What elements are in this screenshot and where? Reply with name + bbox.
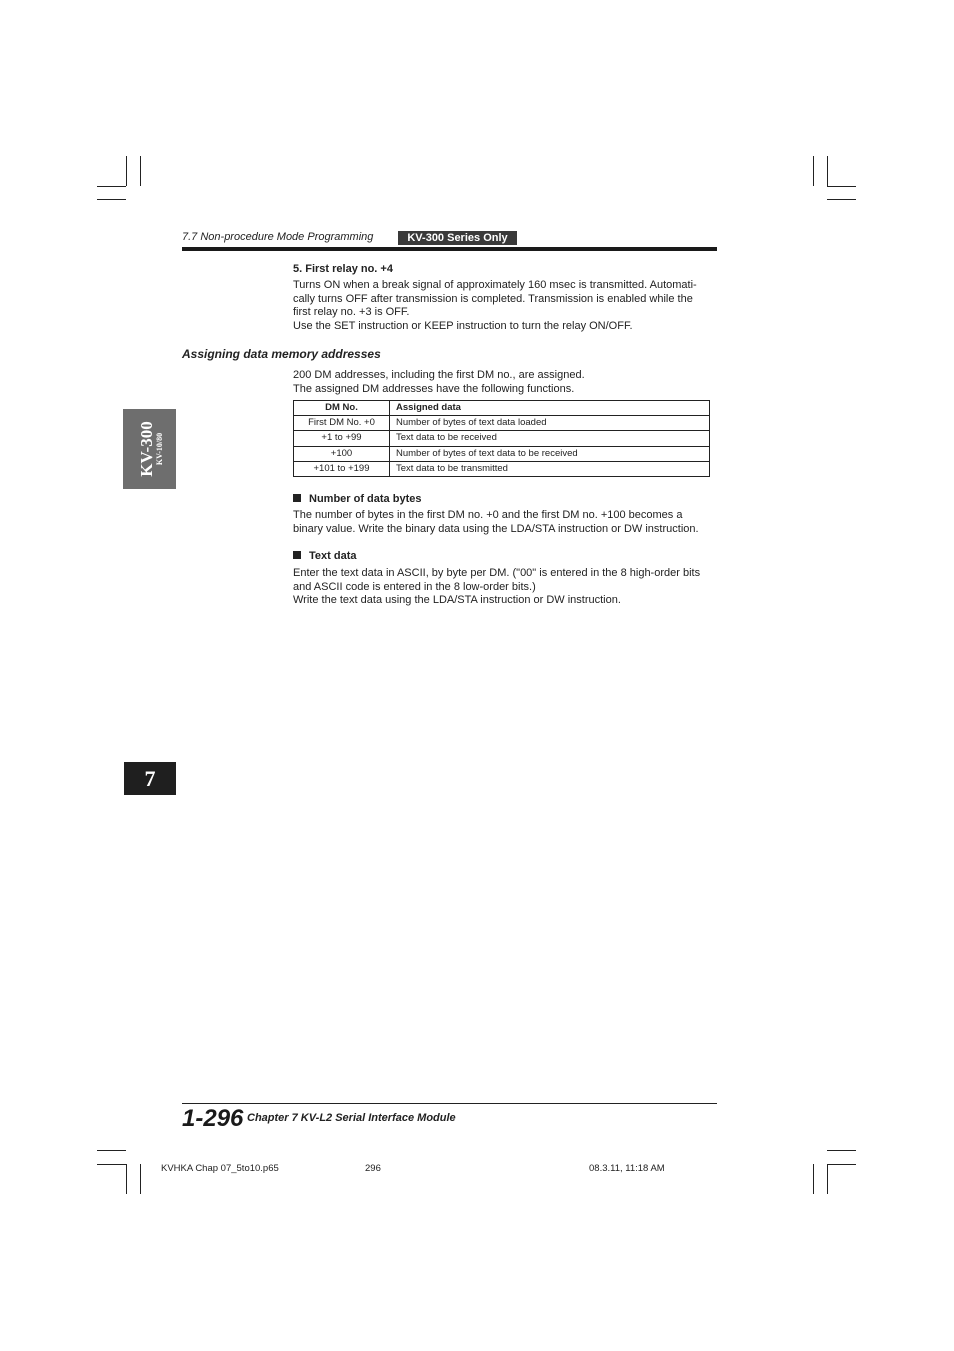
crop-mark	[97, 186, 126, 187]
text-line: The number of bytes in the first DM no. +0 and the first DM no. +100 becomes a	[293, 509, 683, 521]
table-cell: Number of bytes of text data loaded	[390, 416, 710, 431]
crop-mark	[140, 156, 141, 186]
text-data-heading	[293, 550, 356, 564]
crop-mark	[97, 199, 126, 200]
crop-mark	[97, 1150, 126, 1151]
relay-heading: 5. First relay no. +4	[293, 263, 393, 275]
text-line: cally turns OFF after transmission is completed. Transmission is enabled while the	[293, 292, 693, 305]
crop-mark	[827, 186, 856, 187]
square-bullet-icon	[293, 551, 301, 559]
side-tab-sub-label: KV-10/80	[155, 432, 164, 466]
text-line: Use the SET instruction or KEEP instruction to turn the relay ON/OFF.	[293, 320, 633, 333]
crop-mark	[140, 1164, 141, 1194]
assign-paragraph	[293, 369, 585, 396]
text-line: 200 DM addresses, including the first DM no., are assigned.	[293, 369, 585, 381]
text-line: and ASCII code is entered in the 8 low-order bits.)	[293, 580, 536, 593]
table-cell: +100	[294, 446, 390, 461]
crop-mark	[813, 1164, 814, 1194]
page-number: 1-296	[182, 1105, 244, 1132]
print-page: 296	[365, 1163, 381, 1174]
header-rule	[182, 247, 717, 251]
assign-heading: Assigning data memory addresses	[182, 347, 381, 361]
crop-mark	[827, 1164, 828, 1194]
crop-mark	[97, 1164, 126, 1165]
crop-mark	[827, 199, 856, 200]
crop-mark	[813, 156, 814, 186]
column-header: DM No.	[294, 401, 390, 416]
table-cell: Text data to be received	[390, 431, 710, 446]
text-line: Write the text data using the LDA/STA instruction or DW instruction.	[293, 594, 621, 607]
table-row	[294, 446, 710, 461]
table-cell: +1 to +99	[294, 431, 390, 446]
crop-mark	[126, 1164, 127, 1194]
text-line: The assigned DM addresses have the following functions.	[293, 382, 575, 395]
side-tab-main-label: KV-300	[137, 421, 156, 477]
table-row	[294, 431, 710, 446]
table-row	[294, 416, 710, 431]
footer-chapter-title: Chapter 7 KV-L2 Serial Interface Module	[247, 1112, 456, 1124]
text-data-paragraph	[293, 567, 700, 608]
table-header-row	[294, 401, 710, 416]
crop-mark	[827, 156, 828, 186]
table-row	[294, 461, 710, 476]
crop-mark	[827, 1150, 856, 1151]
table-cell: Number of bytes of text data to be received	[390, 446, 710, 461]
crop-mark	[827, 1164, 856, 1165]
text-line: binary value. Write the binary data using the LDA/STA instruction or DW instruction.	[293, 522, 699, 535]
dm-table	[293, 400, 710, 477]
bytes-heading	[293, 493, 421, 507]
crop-mark	[126, 156, 127, 186]
bytes-heading-label: Number of data bytes	[309, 493, 422, 505]
table-cell: Text data to be transmitted	[390, 461, 710, 476]
column-header: Assigned data	[390, 401, 710, 416]
square-bullet-icon	[293, 494, 301, 502]
text-data-heading-label: Text data	[309, 550, 357, 562]
bytes-paragraph	[293, 509, 699, 536]
text-line: Enter the text data in ASCII, by byte per DM. ("00" is entered in the 8 high-order bits	[293, 567, 701, 579]
table-cell: +101 to +199	[294, 461, 390, 476]
text-line: Turns ON when a break signal of approximately 160 msec is transmitted. Automati-	[293, 279, 697, 291]
text-line: first relay no. +3 is OFF.	[293, 306, 410, 319]
print-file-name: KVHKA Chap 07_5to10.p65	[161, 1163, 279, 1174]
section-title: 7.7 Non-procedure Mode Programming	[182, 231, 374, 243]
footer-rule	[182, 1103, 717, 1104]
table-cell: First DM No. +0	[294, 416, 390, 431]
relay-paragraph	[293, 279, 697, 334]
side-tab-kv300	[123, 409, 176, 489]
series-badge: KV-300 Series Only	[398, 231, 517, 245]
print-date: 08.3.11, 11:18 AM	[589, 1163, 665, 1174]
chapter-tab: 7	[124, 762, 176, 795]
